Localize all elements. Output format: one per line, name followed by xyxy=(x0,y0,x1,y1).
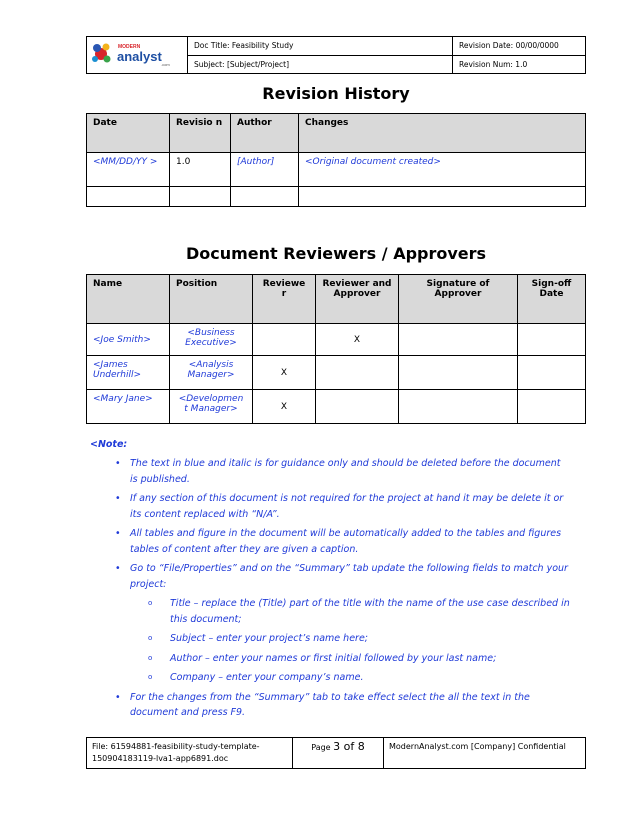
col-header-revision: Revisio n xyxy=(170,114,231,153)
revision-date: Revision Date: 00/00/0000 xyxy=(453,37,586,56)
note-list xyxy=(90,456,570,721)
table-row xyxy=(87,390,586,424)
svg-text:MODERN: MODERN xyxy=(118,44,141,50)
table-header-row xyxy=(87,275,586,324)
cell-reviewer-approver: X xyxy=(316,324,399,356)
cell-revision: 1.0 xyxy=(170,153,231,187)
cell-position: <Developmen t Manager> xyxy=(170,390,253,424)
page-number: 3 of 8 xyxy=(333,740,365,753)
sub-list-item: o Title – replace the (Title) part of the title with the name of the use case described in this document; xyxy=(90,596,570,627)
cell-reviewer: X xyxy=(253,356,316,390)
cell-signature xyxy=(399,390,518,424)
table-row xyxy=(87,187,586,207)
cell-empty xyxy=(87,187,170,207)
col-header-author: Author xyxy=(231,114,299,153)
cell-date: <MM/DD/YY > xyxy=(87,153,170,187)
cell-reviewer-approver xyxy=(316,356,399,390)
table-row xyxy=(87,324,586,356)
cell-changes: <Original document created> xyxy=(299,153,586,187)
sub-list-item: o Subject – enter your project’s name here; xyxy=(90,631,570,647)
revision-history-title: Revision History xyxy=(262,84,410,103)
list-item: • Go to “File/Properties” and on the “Summary” tab update the following fields to match your project: xyxy=(90,561,570,592)
cell-position: <Business Executive> xyxy=(170,324,253,356)
cell-name: <James Underhill> xyxy=(87,356,170,390)
subject: Subject: [Subject/Project] xyxy=(188,55,453,74)
cell-empty xyxy=(170,187,231,207)
logo-cell xyxy=(87,37,188,74)
cell-signoff-date xyxy=(518,390,586,424)
col-header-position: Position xyxy=(170,275,253,324)
cell-empty xyxy=(299,187,586,207)
page-header xyxy=(86,36,586,74)
svg-text:.com: .com xyxy=(161,62,170,67)
cell-reviewer: X xyxy=(253,390,316,424)
revision-num: Revision Num: 1.0 xyxy=(453,55,586,74)
col-header-reviewer-approver: Reviewer and Approver xyxy=(316,275,399,324)
col-header-changes: Changes xyxy=(299,114,586,153)
list-item: • All tables and figure in the document will be automatically added to the tables and figures tables of content after they are given a caption. xyxy=(90,526,570,557)
table-row xyxy=(87,153,586,187)
cell-signature xyxy=(399,324,518,356)
list-item: • For the changes from the “Summary” tab to take effect select the all the text in the document and press F9. xyxy=(90,690,570,721)
cell-name: <Joe Smith> xyxy=(87,324,170,356)
table-header-row xyxy=(87,114,586,153)
guidance-note xyxy=(90,439,570,725)
list-item: • The text in blue and italic is for guidance only and should be deleted before the document is published. xyxy=(90,456,570,487)
col-header-name: Name xyxy=(87,275,170,324)
cell-reviewer-approver xyxy=(316,390,399,424)
modern-analyst-logo xyxy=(87,37,187,71)
cell-name: <Mary Jane> xyxy=(87,390,170,424)
cell-signature xyxy=(399,356,518,390)
footer-file: File: 61594881-feasibility-study-template-150904183119-lva1-app6891.doc xyxy=(87,738,293,769)
page-label: Page xyxy=(311,743,331,752)
col-header-date: Date xyxy=(87,114,170,153)
cell-author: [Author] xyxy=(231,153,299,187)
reviewers-table xyxy=(86,274,586,424)
col-header-signoff-date: Sign-off Date xyxy=(518,275,586,324)
footer-confidential: ModernAnalyst.com [Company] Confidential xyxy=(384,738,586,769)
doc-title: Doc Title: Feasibility Study xyxy=(188,37,453,56)
page-footer xyxy=(86,737,586,769)
note-title: <Note: xyxy=(90,439,128,450)
col-header-reviewer: Reviewe r xyxy=(253,275,316,324)
svg-text:analyst: analyst xyxy=(117,49,162,64)
cell-reviewer xyxy=(253,324,316,356)
reviewers-title: Document Reviewers / Approvers xyxy=(185,244,487,263)
cell-position: <Analysis Manager> xyxy=(170,356,253,390)
sub-list-item: o Author – enter your names or first initial followed by your last name; xyxy=(90,651,570,667)
table-row xyxy=(87,356,586,390)
col-header-signature: Signature of Approver xyxy=(399,275,518,324)
footer-page xyxy=(293,738,384,769)
revision-history-table xyxy=(86,113,586,207)
cell-signoff-date xyxy=(518,324,586,356)
list-item: • If any section of this document is not required for the project at hand it may be delete it or its content replaced with “N/A”. xyxy=(90,491,570,522)
sub-list-item: o Company – enter your company’s name. xyxy=(90,670,570,686)
cell-empty xyxy=(231,187,299,207)
cell-signoff-date xyxy=(518,356,586,390)
